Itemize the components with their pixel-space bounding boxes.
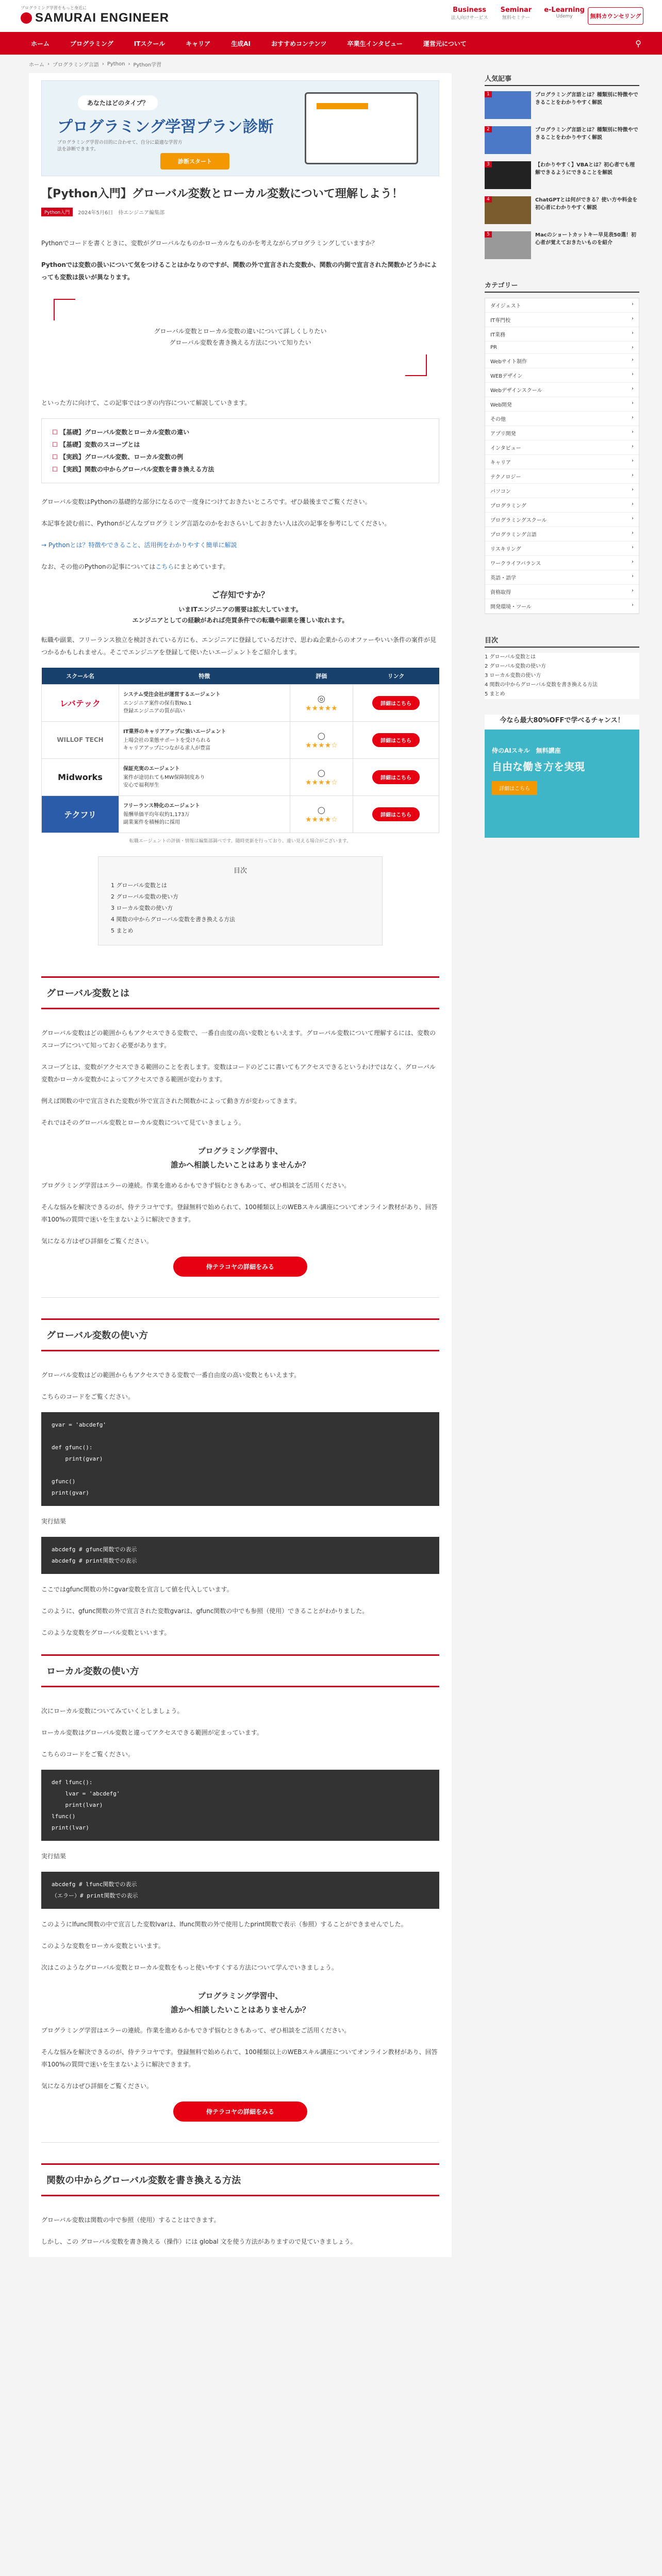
toc-item[interactable]: 5 まとめ [111,927,134,934]
main-nav [0,32,662,55]
site-header [0,0,662,32]
category-list [485,298,639,614]
paragraph: しかし、この グローバル変数を書き換える（操作）には global 文を使う方法がありますので見ていきましょう。 [41,2238,357,2245]
agent-logo[interactable]: Midworks [42,758,119,795]
chevron-right-icon: › [632,559,634,565]
sidebar [485,73,639,838]
header-link-elearning[interactable]: e-Learning Udemy [544,6,585,19]
search-icon[interactable]: ⚲ [635,38,641,48]
breadcrumb: ホーム › プログラミング言語 › Python › Python学習 [29,61,162,68]
summary-intro: といった方に向けて、この記事ではつぎの内容について解説していきます。 [41,399,251,406]
table-row: Midworks 保証充実のエージェント 案件が途切れてもMW保障制度あり 安心で福利厚生 ○ ★★★★☆ 詳細はこちら [42,758,439,795]
header-link-seminar[interactable]: Seminar 無料セミナー [500,6,532,21]
paragraph: グローバル変数はPythonの基礎的な部分になるので一度身につけておきたいところです。ぜひ最後までご覧ください。 [41,498,371,505]
popular-article[interactable]: 4 ChatGPTとは何ができる？使い方や料金を初心者にわかりやすく解説 [485,196,639,224]
chevron-right-icon: › [632,316,634,321]
section-heading: グローバル変数の使い方 [41,1318,439,1351]
agent-ad-sub: エンジニアとしての経験があれば売買条件での転職や副業を獲しい取れます。 [132,617,349,624]
category-tag[interactable]: Python入門 [41,208,73,216]
chevron-right-icon: › [632,602,634,608]
category-item[interactable]: 開発環境・ツール › [485,599,639,614]
laptop-illustration [305,92,418,164]
star-icon: ★★★★★ [305,704,338,713]
toc-item[interactable]: 2 グローバル変数の使い方 [485,664,547,669]
agent-ad-title: ご存知ですか？ [211,589,269,600]
code-block: gvar = 'abcdefg' def gfunc(): print(gvar) gfunc() print(gvar) [41,1412,439,1506]
sidebar-toc-heading: 目次 [485,635,639,648]
nav-item-career[interactable]: キャリア [186,40,211,47]
detail-button[interactable]: 詳細はこちら [372,733,420,747]
section-heading: グローバル変数とは [41,976,439,1009]
toc-item[interactable]: 2 グローバル変数の使い方 [111,893,178,900]
agent-logo[interactable]: レバテック [42,684,119,721]
terakoya-detail-button[interactable]: 侍テラコヤの詳細をみる [173,2102,307,2122]
banner-question: あなたはどのタイプ？ [78,95,158,110]
logo[interactable] [21,5,169,25]
paragraph: 実行結果 [41,1852,67,1860]
cta-title: プログラミング学習中、 誰かへ相談したいことはありませんか？ [170,1146,310,1170]
sidebar-ad[interactable] [485,715,639,838]
paragraph: 気になる方はぜひ詳細をご覧ください。 [41,1237,153,1245]
chevron-right-icon: › [632,487,634,493]
table-note: 転職エージェントの評価・情報は編集部調べです。随時更新を行っており、違い見える場合がございます。 [129,838,352,844]
chevron-right-icon: › [632,573,634,579]
intro-paragraph: Pythonでコードを書くときに、変数がグローバルなものかローカルなものかを考えながらプログラミングしていますか？ [41,239,378,247]
table-of-contents [98,856,383,945]
chevron-right-icon: › [632,345,634,350]
chevron-right-icon: › [632,444,634,449]
terakoya-cta [41,1989,439,2143]
category-item[interactable]: WEBデザイン › [485,368,639,383]
category-item[interactable]: プログラミングスクール › [485,513,639,527]
toc-item[interactable]: 5 まとめ [485,691,505,697]
terakoya-cta [41,1144,439,1298]
star-icon: ★★★★☆ [305,778,338,787]
popular-article[interactable]: 2 プログラミング言語とは？種類別に特徴やできることをわかりやすく解説 [485,126,639,154]
chevron-right-icon: › [632,501,634,507]
category-item[interactable]: インタビュー › [485,440,639,455]
intro-paragraph: Pythonでは変数の扱いについて気をつけることはかなりのですが、関数の外で宣言された変数か、関数の内側で宣言された関数かどうかによっても変数は扱いが異なります。 [41,261,437,281]
paragraph: そんな悩みを解決できるのが、侍テラコヤです。登録無料で始められて、100種類以上のWEBスキル講座についてオンライン教材があり、回答率100%の質問で迷いを生まないように解決できます。 [41,1203,438,1223]
paragraph: グローバル変数はどの範囲からもアクセスできる変数で、一番自由度の高い変数ともいえます。グローバル変数について理解するには、変数のスコープについて知っておく必要があります。 [41,1029,436,1049]
other-articles-link[interactable]: こちら [155,563,174,570]
paragraph: ここではgfunc関数の外にgvar変数を宣言して値を代入しています。 [41,1585,233,1593]
category-item[interactable]: PR › [485,342,639,354]
nav-item-generative-ai[interactable]: 生成AI [231,40,251,47]
detail-button[interactable]: 詳細はこちら [372,770,420,784]
category-item[interactable]: 英語・語学 › [485,570,639,585]
popular-heading: 人気記事 [485,73,639,86]
table-header: リンク [353,668,439,685]
toc-item[interactable]: 1 グローバル変数とは [111,882,167,889]
breadcrumb-item[interactable]: プログラミング言語 [53,62,99,68]
list-item: ☐ 【基礎】グローバル変数とローカル変数の違い [52,426,428,438]
agent-logo[interactable]: テクフリ [42,795,119,833]
category-item[interactable]: ワークライフバランス › [485,556,639,570]
sidebar-toc [485,653,639,699]
paragraph: 例えば関数の中で宣言された変数が外で宣言された関数かによって動き方が変わってきます。 [41,1097,301,1105]
toc-item[interactable]: 4 関数の中からグローバル変数を書き換える方法 [485,682,598,688]
list-item: ☐ 【実践】グローバル変数、ローカル変数の例 [52,451,428,463]
chevron-right-icon: › [632,415,634,420]
table-row: レバテック システム受注会社が運営するエージェント エンジニア案件の保有数No.1 登録エンジニアの質が高い ◎ ★★★★★ 詳細はこちら [42,684,439,721]
header-link-business[interactable]: Business 法人向けサービス [451,6,488,21]
chevron-right-icon: › [632,400,634,406]
banner-title: プログラミング学習プラン診断 [57,118,274,135]
table-row: テクフリ フリーランス特化のエージェント 報酬単価平均年収約1,173万 副業案件を積極的に採用 ○ ★★★★☆ 詳細はこちら [42,795,439,833]
target-reader-box: グローバル変数とローカル変数の違いについて詳しくしりたい グローバル変数を書き換える方法について知りたい [54,299,427,376]
toc-item[interactable]: 3 ローカル変数の使い方 [485,673,541,679]
agent-ad-body: 転職や副業、フリーランス独立を検討されている方にも、エンジニアに登録しているだけで、思わぬ企業からのオファーやいい条件の案件が見つかるかもしれません。そこでエンジニアを登録して使いたいエージェントをご紹介します。 [41,636,437,656]
paragraph: こちらのコードをご覧ください。 [41,1393,135,1400]
star-icon: ★★★★☆ [305,741,338,750]
detail-button[interactable]: 詳細はこちら [372,696,420,710]
paragraph: 次にローカル変数についてみていくとしましょう。 [41,1707,184,1715]
sidebar-ad-image: 侍のAIスキル 無料講座 自由な働き方を実現 詳細はこちら [485,730,639,838]
breadcrumb-item: Python学習 [133,62,162,68]
free-counseling-button[interactable]: 無料カウンセリング [588,7,643,25]
category-item[interactable]: プログラミング言語 › [485,527,639,541]
chevron-right-icon: › [632,371,634,377]
breadcrumb-item[interactable]: ホーム [29,62,44,68]
category-item[interactable]: ダイジェスト › [485,298,639,313]
category-heading: カテゴリー [485,280,639,293]
terakoya-detail-button[interactable]: 侍テラコヤの詳細をみる [173,1257,307,1277]
rating: ○ ★★★★☆ [290,758,353,795]
list-item: ☐ 【基礎】変数のスコープとは [52,438,428,451]
banner-start-button[interactable]: 診断スタート [160,153,229,170]
author-name: 侍エンジニア編集部 [118,210,165,216]
sidebar-ad-heading: 今なら最大80%OFFで学べるチャンス！ [500,717,624,724]
paragraph: グローバル変数はどの範囲からもアクセスできる変数で一番自由度の高い変数ともいえます。 [41,1371,301,1379]
category-item[interactable]: アプリ開発 › [485,426,639,440]
paragraph: なお、その他のPythonの記事についてはこちらにまとめています。 [41,563,229,570]
chevron-right-icon: › [632,429,634,435]
logo-text: SAMURAI ENGINEER [35,11,170,25]
chevron-right-icon: › [632,545,634,550]
agent-logo[interactable]: WILLOF TECH [42,721,119,758]
paragraph: このような変数をグローバル変数といいます。 [41,1629,171,1636]
paragraph: 本記事を読む前に、Pythonがどんなプログラミング言語なのかをおさらいしておきたい人は次の記事を参考にしてください。 [41,519,391,527]
python-intro-link[interactable]: → Pythonとは？特徴やできること、活用例をわかりやすく簡単に解説 [41,541,237,549]
category-item[interactable]: キャリア › [485,455,639,469]
popular-article[interactable]: 5 Macのショートカットキー早見表50選！初心者が覚えておきたいものを紹介 [485,231,639,259]
chevron-right-icon: › [632,386,634,392]
nav-item-interviews[interactable]: 卒業生インタビュー [347,40,403,47]
chevron-right-icon: › [632,588,634,594]
paragraph: このように、gfunc関数の外で宣言された変数gvarは、gfunc関数の中でも参照（使用）できることがわかりました。 [41,1607,369,1615]
popular-article[interactable]: 1 プログラミング言語とは？種類別に特徴やできることをわかりやすく解説 [485,91,639,119]
diagnosis-banner[interactable] [41,80,439,176]
paragraph: そんな悩みを解決できるのが、侍テラコヤです。登録無料で始められて、100種類以上のWEBスキル講座についてオンライン教材があり、回答率100%の質問で迷いを生まないように解決できます。 [41,2048,438,2068]
code-output-block: abcdefg # gfunc関数での表示 abcdefg # print関数での表示 [41,1537,439,1574]
rating: ○ ★★★★☆ [290,721,353,758]
logo-tagline: プログラミング学習をもっと身近に [21,6,87,10]
nav-item-it-school[interactable]: ITスクール [134,40,166,47]
code-output-block: abcdefg # lfunc関数での表示 （エラー）# print関数での表示 [41,1872,439,1909]
paragraph: このような変数をローカル変数といいます。 [41,1942,164,1950]
nav-item-recommended[interactable]: おすすめコンテンツ [271,40,327,47]
chevron-right-icon: › [632,357,634,363]
detail-button[interactable]: 詳細はこちら [372,807,420,821]
paragraph: それではそのグローバル変数とローカル変数について見ていきましょう。 [41,1118,245,1126]
category-item[interactable]: テクノロジー › [485,469,639,484]
summary-list [41,418,439,483]
chevron-right-icon: › [632,301,634,307]
breadcrumb-item[interactable]: Python [107,61,125,67]
nav-item-about[interactable]: 運営元について [423,40,467,47]
rating: ○ ★★★★☆ [290,795,353,833]
toc-heading: 目次 [233,867,247,875]
category-item[interactable]: IT専門校 › [485,313,639,327]
paragraph: プログラミング学習はエラーの連続。作業を進めるかもできず悩むときもあって、ぜひ相談をご活用ください。 [41,2026,351,2034]
paragraph: プログラミング学習はエラーの連続。作業を進めるかもできず悩むときもあって、ぜひ相談をご活用ください。 [41,1181,351,1189]
star-icon: ★★★★☆ [305,815,338,824]
category-item[interactable]: Webサイト制作 › [485,354,639,368]
chevron-right-icon: › [632,330,634,336]
category-item[interactable]: IT業務 › [485,327,639,342]
paragraph: 気になる方はぜひ詳細をご覧ください。 [41,2082,153,2090]
samurai-logo-icon [21,12,32,24]
rating: ◎ ★★★★★ [290,684,353,721]
table-header: スクール名 [42,668,119,685]
banner-sub: プログラミング学習の目的に合わせて、自分に最適な学習方法を診断できます。 [57,140,183,152]
article-title: 【Python入門】グローバル変数とローカル変数について理解しよう！ [41,188,403,200]
agent-ad-sub: いまITエンジニアの需要は拡大しています。 [178,605,302,613]
chevron-right-icon: › [632,530,634,536]
section-heading: 関数の中からグローバル変数を書き換える方法 [41,2163,439,2196]
paragraph: 実行結果 [41,1517,67,1525]
article-main [29,73,452,2257]
paragraph: スコープとは、変数がアクセスできる範囲のことを表します。変数はコードのどこに書いてもアクセスできるというわけではなく、グローバル変数かローカル変数かによってアクセスできる範囲が変わります。 [41,1063,436,1083]
category-item[interactable]: その他 › [485,412,639,426]
chevron-right-icon: › [632,516,634,521]
table-row: WILLOF TECH IT業界のキャリアアップに強いエージェント 上場会社の業態サポートを受けられる キャリアアップにつながる求人が豊富 ○ ★★★★☆ 詳細はこちら [42,721,439,758]
nav-item-programming[interactable]: プログラミング [70,40,113,47]
paragraph: こちらのコードをご覧ください。 [41,1750,135,1758]
paragraph: このようにlfunc関数の中で宣言した変数lvarは、lfunc関数の外で使用したprint関数で表示（参照）することができませんでした。 [41,1920,407,1928]
code-block: def lfunc(): lvar = 'abcdefg' print(lvar) lfunc() print(lvar) [41,1770,439,1841]
list-item: ☐ 【実践】関数の中からグローバル変数を書き換える方法 [52,463,428,476]
toc-item[interactable]: 1 グローバル変数とは [485,654,536,660]
popular-article[interactable]: 3 【わかりやすく】VBAとは？初心者でも理解できるようにできることを解説 [485,161,639,189]
paragraph: 次はこのようなグローバル変数とローカル変数をもっと使いやすくする方法について学んでいきましょう。 [41,1963,338,1971]
category-item[interactable]: パソコン › [485,484,639,498]
toc-item[interactable]: 3 ローカル変数の使い方 [111,904,173,911]
nav-item-home[interactable]: ホーム [31,40,50,47]
section-heading: ローカル変数の使い方 [41,1654,439,1687]
publish-date: 2024年5月6日 [78,210,113,216]
paragraph: グローバル変数は関数の中で参照（使用）することはできます。 [41,2216,220,2224]
toc-item[interactable]: 4 関数の中からグローバル変数を書き換える方法 [111,916,235,923]
paragraph: ローカル変数はグローバル変数と違ってアクセスできる範囲が定まっています。 [41,1728,263,1736]
chevron-right-icon: › [632,472,634,478]
category-item[interactable]: リスキリング › [485,541,639,556]
table-header: 評価 [290,668,353,685]
category-item[interactable]: Webデザインスクール › [485,383,639,397]
category-item[interactable]: Web開発 › [485,397,639,412]
table-header: 特徴 [119,668,290,685]
cta-title: プログラミング学習中、 誰かへ相談したいことはありませんか？ [170,1991,310,2014]
chevron-right-icon: › [632,458,634,464]
category-item[interactable]: プログラミング › [485,498,639,513]
agent-comparison-table [41,668,439,833]
category-item[interactable]: 資格取得 › [485,585,639,599]
